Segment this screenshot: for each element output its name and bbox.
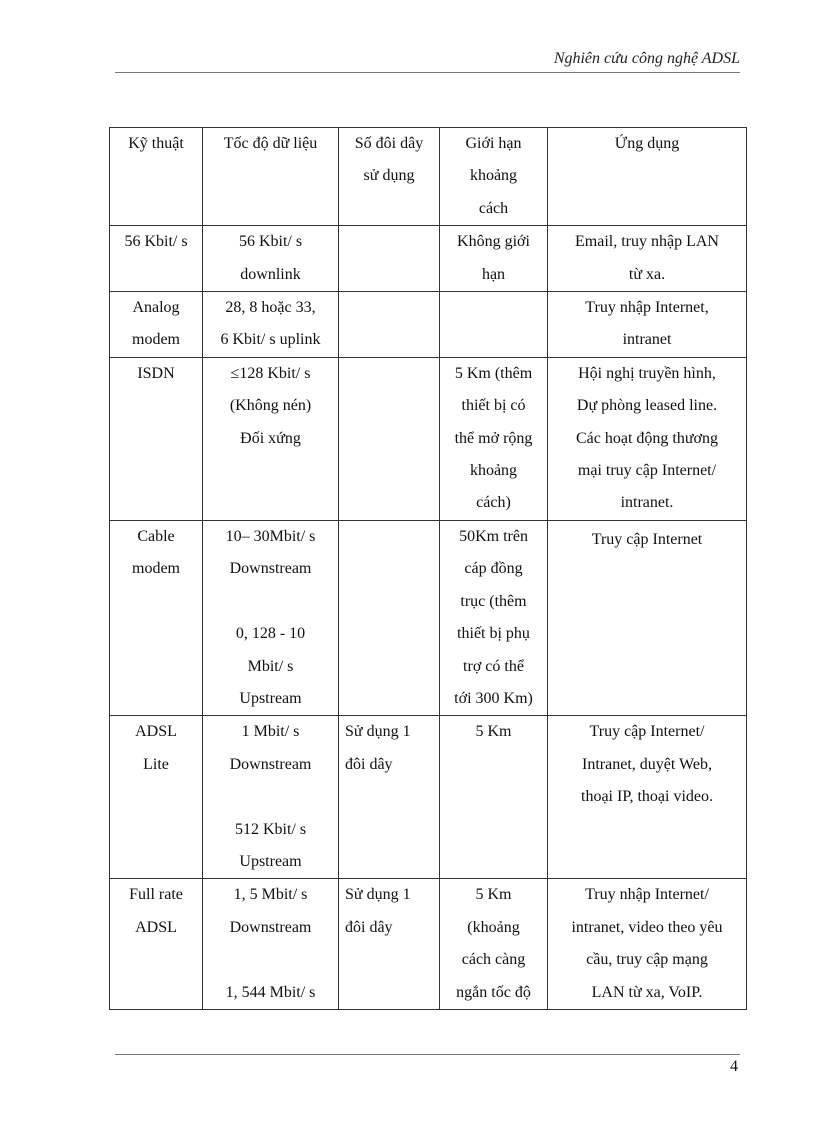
cell-speed: 1 Mbit/ s Downstream 512 Kbit/ s Upstream bbox=[203, 716, 339, 879]
cell-pairs bbox=[339, 357, 440, 520]
footer-divider bbox=[115, 1054, 740, 1055]
cell-speed: 1, 5 Mbit/ s Downstream 1, 544 Mbit/ s bbox=[203, 879, 339, 1010]
cell-apps: Truy nhập Internet/ intranet, video theo yêu cầu, truy cập mạng LAN từ xa, VoIP. bbox=[548, 879, 747, 1010]
technology-comparison-table bbox=[109, 127, 747, 1010]
header-cell-technique: Kỹ thuật bbox=[110, 128, 203, 226]
table-row bbox=[110, 716, 747, 879]
cell-tech: 56 Kbit/ s bbox=[110, 226, 203, 292]
table-row bbox=[110, 520, 747, 715]
cell-tech: Cable modem bbox=[110, 520, 203, 715]
cell-distance: Không giới hạn bbox=[440, 226, 548, 292]
running-header-title: Nghiên cứu công nghệ ADSL bbox=[553, 50, 740, 67]
cell-apps: Truy cập Internet/ Intranet, duyệt Web, thoại IP, thoại video. bbox=[548, 716, 747, 879]
table-row bbox=[110, 226, 747, 292]
cell-speed: 56 Kbit/ s downlink bbox=[203, 226, 339, 292]
cell-apps: Hội nghị truyền hình, Dự phòng leased line. Các hoạt động thương mại truy cập Internet/ intranet. bbox=[548, 357, 747, 520]
table-header-row bbox=[110, 128, 747, 226]
cell-speed: 28, 8 hoặc 33, 6 Kbit/ s uplink bbox=[203, 292, 339, 358]
cell-tech: Full rate ADSL bbox=[110, 879, 203, 1010]
cell-apps: Truy nhập Internet, intranet bbox=[548, 292, 747, 358]
cell-pairs bbox=[339, 520, 440, 715]
cell-tech: Analog modem bbox=[110, 292, 203, 358]
cell-tech: ADSL Lite bbox=[110, 716, 203, 879]
table-row bbox=[110, 357, 747, 520]
cell-speed: ≤128 Kbit/ s (Không nén) Đối xứng bbox=[203, 357, 339, 520]
table-row bbox=[110, 292, 747, 358]
page-number: 4 bbox=[730, 1058, 738, 1075]
header-cell-wire-pairs: Số đôi dây sử dụng bbox=[339, 128, 440, 226]
cell-pairs: Sử dụng 1 đôi dây bbox=[339, 716, 440, 879]
cell-distance: 50Km trên cáp đồng trục (thêm thiết bị phụ trợ có thể tới 300 Km) bbox=[440, 520, 548, 715]
cell-tech: ISDN bbox=[110, 357, 203, 520]
cell-pairs bbox=[339, 292, 440, 358]
cell-distance bbox=[440, 292, 548, 358]
header-cell-applications: Ứng dụng bbox=[548, 128, 747, 226]
table-row bbox=[110, 879, 747, 1010]
header-divider bbox=[115, 72, 740, 73]
cell-apps: Email, truy nhập LAN từ xa. bbox=[548, 226, 747, 292]
cell-distance: 5 Km (khoảng cách càng ngắn tốc độ bbox=[440, 879, 548, 1010]
cell-distance: 5 Km (thêm thiết bị có thể mở rộng khoảng cách) bbox=[440, 357, 548, 520]
header-cell-distance-limit: Giới hạn khoảng cách bbox=[440, 128, 548, 226]
cell-pairs: Sử dụng 1 đôi dây bbox=[339, 879, 440, 1010]
cell-pairs bbox=[339, 226, 440, 292]
cell-distance: 5 Km bbox=[440, 716, 548, 879]
cell-speed: 10– 30Mbit/ s Downstream 0, 128 - 10 Mbit/ s Upstream bbox=[203, 520, 339, 715]
cell-apps: Truy cập Internet bbox=[548, 520, 747, 715]
header-cell-data-rate: Tốc độ dữ liệu bbox=[203, 128, 339, 226]
